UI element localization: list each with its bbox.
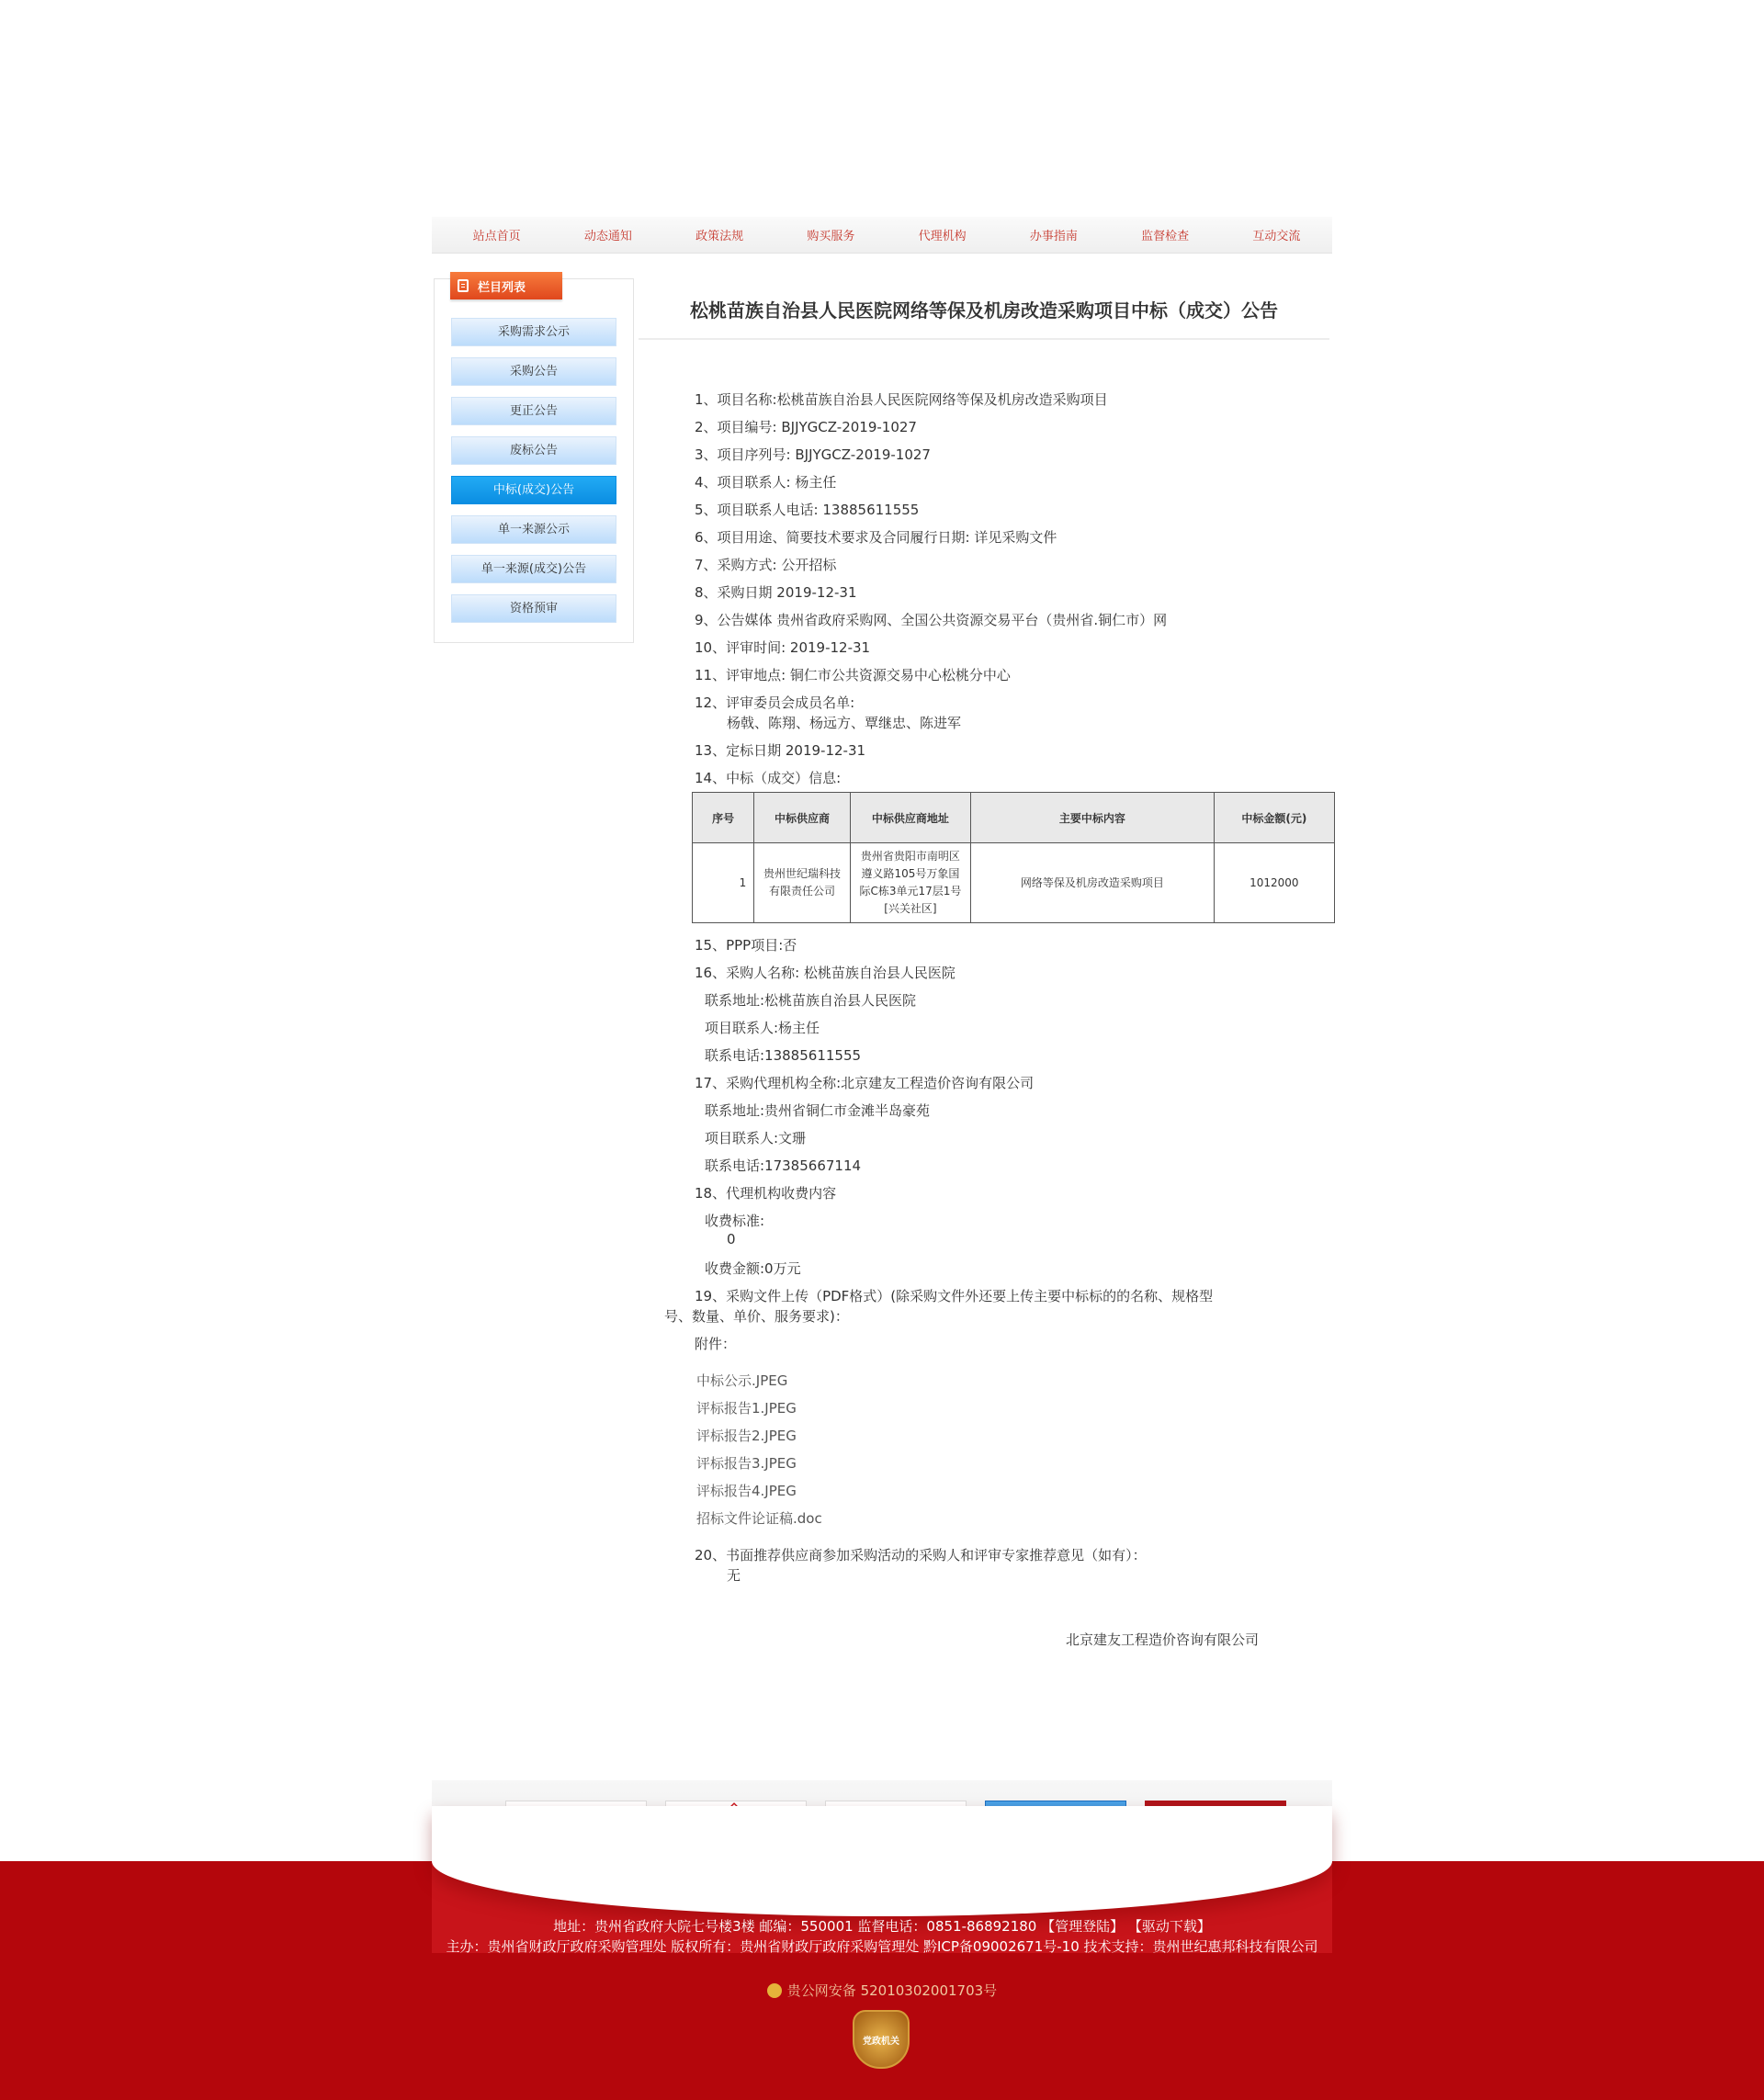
item-6: 6、项目用途、简要技术要求及合同履行日期: 详见采购文件 [695,529,1057,546]
footer-copyright-line: 主办：贵州省财政厅政府采购管理处 版权所有：贵州省财政厅政府采购管理处 黔ICP备09002671号-10 技术支持：贵州世纪惠邦科技有限公司 [446,1938,1318,1955]
attachments-label: 附件： [695,1336,737,1352]
police-badge-icon [767,1983,782,1998]
nav-purchase-service[interactable]: 购买服务 [807,230,855,243]
item-16-phone: 联系电话:13885611555 [705,1047,862,1064]
item-9: 9、公告媒体 贵州省政府采购网、全国公共资源交易平台（贵州省.铜仁市）网 [695,612,1168,628]
item-18-amount: 收费金额:0万元 [705,1260,801,1277]
item-17: 17、采购代理机构全称:北京建友工程造价咨询有限公司 [695,1075,1035,1091]
sidebar-item-correction-notice[interactable]: 更正公告 [451,397,616,425]
sidebar-title [450,272,562,299]
col-header-address: 中标供应商地址 [850,793,970,843]
cell-address: 贵州省贵阳市南明区遵义路105号万象国际C栋3单元17层1号[兴关社区] [850,843,970,923]
col-header-content: 主要中标内容 [971,793,1215,843]
item-20: 20、书面推荐供应商参加采购活动的采购人和评审专家推荐意见（如有）： [695,1547,1147,1564]
item-17-address: 联系地址:贵州省铜仁市金滩半岛豪苑 [705,1102,931,1119]
cell-no: 1 [693,843,754,923]
sidebar [434,278,634,643]
page-title: 松桃苗族自治县人民医院网络等保及机房改造采购项目中标（成交）公告 [639,296,1329,340]
footer-police-record[interactable]: 贵公网安备 52010302001703号 [432,1981,1332,2001]
sidebar-item-award-notice[interactable]: 中标(成交)公告 [451,476,616,504]
item-19: 19、采购文件上传（PDF格式）(除采购文件外还要上传主要中标标的的名称、规格型 [695,1288,1214,1304]
table-row [693,843,1335,923]
document-list-icon [458,279,469,292]
sidebar-item-demand-notice[interactable]: 采购需求公示 [451,318,616,346]
item-7: 7、采购方式: 公开招标 [695,557,837,573]
nav-home[interactable]: 站点首页 [472,230,521,243]
footer-curve-decoration [432,1806,1332,1916]
item-1: 1、项目名称:松桃苗族自治县人民医院网络等保及机房改造采购项目 [695,391,1108,408]
item-10: 10、评审时间: 2019-12-31 [695,639,871,656]
item-16-address: 联系地址:松桃苗族自治县人民医院 [705,992,917,1009]
item-20-value: 无 [727,1567,741,1584]
cell-content: 网络等保及机房改造采购项目 [971,843,1215,923]
cell-amount: 1012000 [1214,843,1334,923]
item-19-cont: 号、数量、单价、服务要求)： [664,1308,849,1325]
item-12-members: 杨戟、陈翔、杨远方、覃继忠、陈进军 [727,715,962,731]
footer-address-line: 地址：贵州省政府大院七号楼3楼 邮编：550001 监督电话：0851-86892180 【管理登陆】 【驱动下载】 [553,1918,1211,1935]
col-header-supplier: 中标供应商 [754,793,851,843]
sidebar-title-label: 栏目列表 [478,280,526,295]
article [639,276,1329,1648]
item-2: 2、项目编号: BJJYGCZ-2019-1027 [695,419,917,435]
sidebar-item-prequalification[interactable]: 资格预审 [451,594,616,623]
item-14: 14、中标（成交）信息: [695,770,842,786]
item-16: 16、采购人名称: 松桃苗族自治县人民医院 [695,965,956,981]
award-table [692,792,1335,923]
col-header-no: 序号 [693,793,754,843]
cell-supplier: 贵州世纪瑞科技有限责任公司 [754,843,851,923]
item-8: 8、采购日期 2019-12-31 [695,584,857,601]
nav-policy[interactable]: 政策法规 [695,230,744,243]
top-navigation [432,217,1332,254]
item-16-contact: 项目联系人:杨主任 [705,1020,820,1036]
nav-supervision[interactable]: 监督检查 [1141,230,1190,243]
nav-guide[interactable]: 办事指南 [1029,230,1078,243]
item-3: 3、项目序列号: BJJYGCZ-2019-1027 [695,446,931,463]
government-agency-badge-icon[interactable]: 党政机关 [853,2010,910,2069]
sidebar-item-procurement-notice[interactable]: 采购公告 [451,357,616,386]
item-15: 15、PPP项目:否 [695,937,797,954]
col-header-amount: 中标金额(元) [1214,793,1334,843]
attachment-link[interactable]: 中标公示.JPEG [696,1372,788,1389]
attachment-link[interactable]: 评标报告3.JPEG [696,1455,797,1472]
signature: 北京建友工程造价咨询有限公司 [1066,1631,1260,1648]
nav-interaction[interactable]: 互动交流 [1252,230,1301,243]
item-18-standard-value: 0 [727,1231,736,1248]
item-4: 4、项目联系人: 杨主任 [695,474,837,491]
attachment-link[interactable]: 评标报告2.JPEG [696,1428,797,1444]
attachment-link[interactable]: 评标报告1.JPEG [696,1400,797,1417]
sidebar-item-failed-bid-notice[interactable]: 废标公告 [451,436,616,465]
sidebar-menu [451,318,616,634]
item-18-standard: 收费标准: [705,1213,765,1229]
item-13: 13、定标日期 2019-12-31 [695,742,866,759]
item-12: 12、评审委员会成员名单: [695,694,855,711]
sidebar-item-single-source-notice[interactable]: 单一来源公示 [451,515,616,544]
nav-agencies[interactable]: 代理机构 [918,230,967,243]
item-11: 11、评审地点: 铜仁市公共资源交易中心松桃分中心 [695,667,1011,683]
sidebar-item-single-source-award[interactable]: 单一来源(成交)公告 [451,555,616,583]
item-17-phone: 联系电话:17385667114 [705,1157,862,1174]
attachment-link[interactable]: 招标文件论证稿.doc [696,1510,822,1527]
table-header-row [693,793,1335,843]
item-17-contact: 项目联系人:文珊 [705,1130,807,1146]
item-5: 5、项目联系人电话: 13885611555 [695,502,920,518]
attachment-link[interactable]: 评标报告4.JPEG [696,1483,797,1499]
item-18: 18、代理机构收费内容 [695,1185,837,1202]
nav-news[interactable]: 动态通知 [583,230,632,243]
